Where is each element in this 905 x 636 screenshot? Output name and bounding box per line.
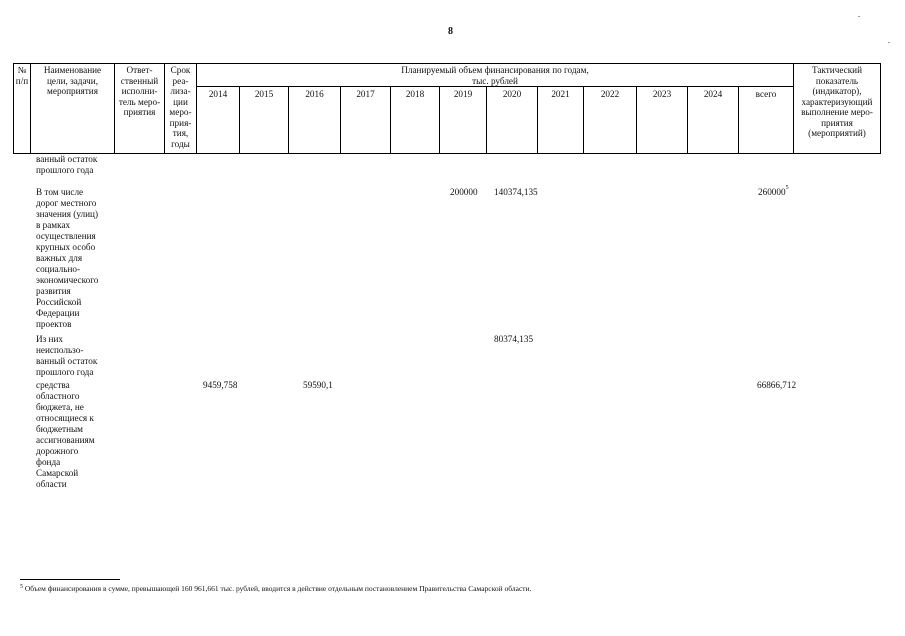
year-2019: 2019 bbox=[440, 87, 487, 154]
year-2015: 2015 bbox=[240, 87, 289, 154]
footnote: $^5$ Объем финансирования в сумме, превышающей 160 961,661 тыс. рублей, вводится в действие отдельным постановлением Правительства Самарской области. bbox=[20, 584, 532, 593]
scan-speck bbox=[888, 42, 890, 43]
year-2020: 2020 bbox=[487, 87, 538, 154]
row-regional-budget-2014: 9459,758 bbox=[203, 380, 238, 390]
year-2023: 2023 bbox=[637, 87, 688, 154]
year-2016: 2016 bbox=[289, 87, 341, 154]
header-responsible: Ответ- ственный исполни- тель меро- приятия bbox=[115, 64, 165, 154]
header-number: № п/п bbox=[14, 64, 31, 154]
year-2017: 2017 bbox=[341, 87, 391, 154]
year-total: всего bbox=[739, 87, 794, 154]
row-regional-budget-text: средства областного бюджета, не относящиеся к бюджетным ассигнованиям дорожного фонда Самарской области bbox=[36, 380, 95, 489]
row-of-which-unused-text: Из них неиспользо- ванный остаток прошлого года bbox=[36, 334, 98, 377]
row-regional-budget-total: 66866,712 bbox=[757, 380, 797, 390]
funding-table-header bbox=[13, 63, 881, 154]
year-2022: 2022 bbox=[584, 87, 637, 154]
row-unused-balance-text: ванный остаток прошлого года bbox=[36, 154, 98, 175]
page-number: 8 bbox=[448, 26, 453, 37]
header-name: Наименование цели, задачи, мероприятия bbox=[31, 64, 115, 154]
row-regional-budget-2016: 59590,1 bbox=[303, 380, 333, 390]
year-2021: 2021 bbox=[538, 87, 584, 154]
year-2014: 2014 bbox=[197, 87, 240, 154]
year-2018: 2018 bbox=[391, 87, 440, 154]
row-of-which-unused-2020: 80374,135 bbox=[494, 334, 534, 344]
header-indicator: Тактический показатель (индикатор), характеризующий выполнение меро- приятия (мероприятий) bbox=[794, 64, 881, 154]
row-local-roads-2020: 140374,135 bbox=[494, 187, 538, 197]
header-term: Срок реа- лиза- ции меро- прия- тия, годы bbox=[165, 64, 197, 154]
year-2024: 2024 bbox=[688, 87, 739, 154]
scan-speck bbox=[858, 16, 860, 17]
header-planned-funding: Планируемый объем финансирования по годам, тыс. рублей bbox=[197, 64, 794, 87]
row-local-roads-text: В том числе дорог местного значения (улиц) в рамках осуществления крупных особо важных для социально- экономического развития Российской Федерации проектов bbox=[36, 187, 99, 329]
row-local-roads-2019: 200000 bbox=[450, 187, 478, 197]
row-local-roads-total: 260000$^5$ bbox=[758, 185, 789, 197]
footnote-separator bbox=[20, 579, 120, 580]
